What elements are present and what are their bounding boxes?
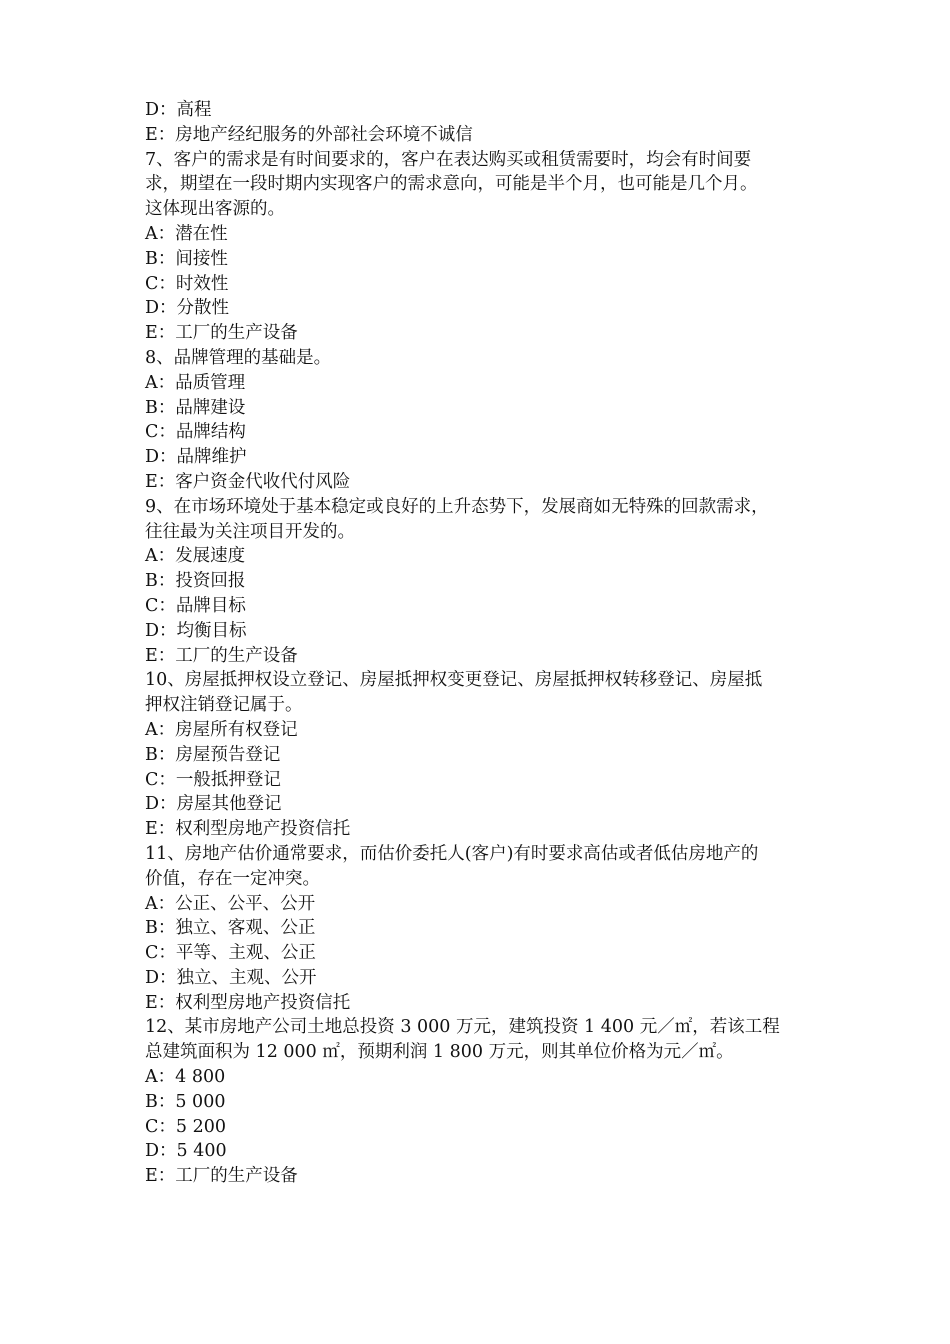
option-a: A：品质管理: [145, 372, 246, 393]
option-e: E：权利型房地产投资信托: [145, 992, 351, 1013]
option-b: B：品牌建设: [145, 397, 246, 418]
question-10-text: 10、房屋抵押权设立登记、房屋抵押权变更登记、房屋抵押权转移登记、房屋抵: [145, 670, 763, 691]
option-b: B：间接性: [145, 248, 228, 269]
option-e: E：工厂的生产设备: [145, 645, 298, 666]
option-a: A：潜在性: [145, 223, 228, 244]
question-7-text: 这体现出客源的。: [145, 199, 285, 220]
question-9-text: 往往最为关注项目开发的。: [145, 521, 355, 542]
option-c: C：品牌结构: [145, 422, 246, 443]
question-11-text: 价值，存在一定冲突。: [145, 868, 320, 889]
option-a: A：公正、公平、公开: [145, 893, 316, 914]
option-c: C：时效性: [145, 273, 229, 294]
question-7-text: 7、客户的需求是有时间要求的，客户在表达购买或租赁需要时，均会有时间要: [145, 149, 752, 170]
option-d: D：高程: [145, 100, 212, 120]
document-body: [145, 98, 817, 1189]
option-b: B：房屋预告登记: [145, 744, 281, 765]
question-12-text: 12、某市房地产公司土地总投资 3 000 万元，建筑投资 1 400 元／㎡，若该工程: [145, 1017, 780, 1038]
option-c: C：一般抵押登记: [145, 769, 281, 790]
option-d: D：5 400: [145, 1141, 227, 1162]
option-a: A：房屋所有权登记: [145, 719, 298, 740]
option-d: D：分散性: [145, 298, 230, 319]
option-a: A：发展速度: [145, 546, 246, 567]
option-d: D：房屋其他登记: [145, 794, 282, 815]
option-e: E：工厂的生产设备: [145, 1166, 298, 1187]
option-b: B：5 000: [145, 1091, 226, 1112]
option-c: C：5 200: [145, 1116, 226, 1137]
option-b: B：投资回报: [145, 571, 246, 592]
question-12-text: 总建筑面积为 12 000 ㎡，预期利润 1 800 万元，则其单位价格为元／㎡。: [145, 1042, 734, 1063]
question-9-text: 9、在市场环境处于基本稳定或良好的上升态势下，发展商如无特殊的回款需求，: [145, 496, 769, 517]
question-7-text: 求，期望在一段时期内实现客户的需求意向，可能是半个月，也可能是几个月。: [145, 174, 758, 195]
question-10-text: 押权注销登记属于。: [145, 695, 303, 716]
option-b: B：独立、客观、公正: [145, 918, 316, 939]
option-e: E：客户资金代收代付风险: [145, 471, 351, 492]
option-e: E：权利型房地产投资信托: [145, 819, 351, 840]
option-e: E：房地产经纪服务的外部社会环境不诚信: [145, 124, 473, 145]
option-a: A：4 800: [145, 1067, 226, 1088]
option-c: C：品牌目标: [145, 595, 246, 616]
option-d: D：均衡目标: [145, 620, 247, 641]
question-11-text: 11、房地产估价通常要求，而估价委托人(客户)有时要求高估或者低估房地产的: [145, 843, 759, 864]
option-e: E：工厂的生产设备: [145, 323, 298, 344]
option-d: D：独立、主观、公开: [145, 967, 317, 988]
option-d: D：品牌维护: [145, 447, 247, 468]
question-8-text: 8、品牌管理的基础是。: [145, 347, 332, 368]
option-c: C：平等、主观、公正: [145, 943, 316, 964]
